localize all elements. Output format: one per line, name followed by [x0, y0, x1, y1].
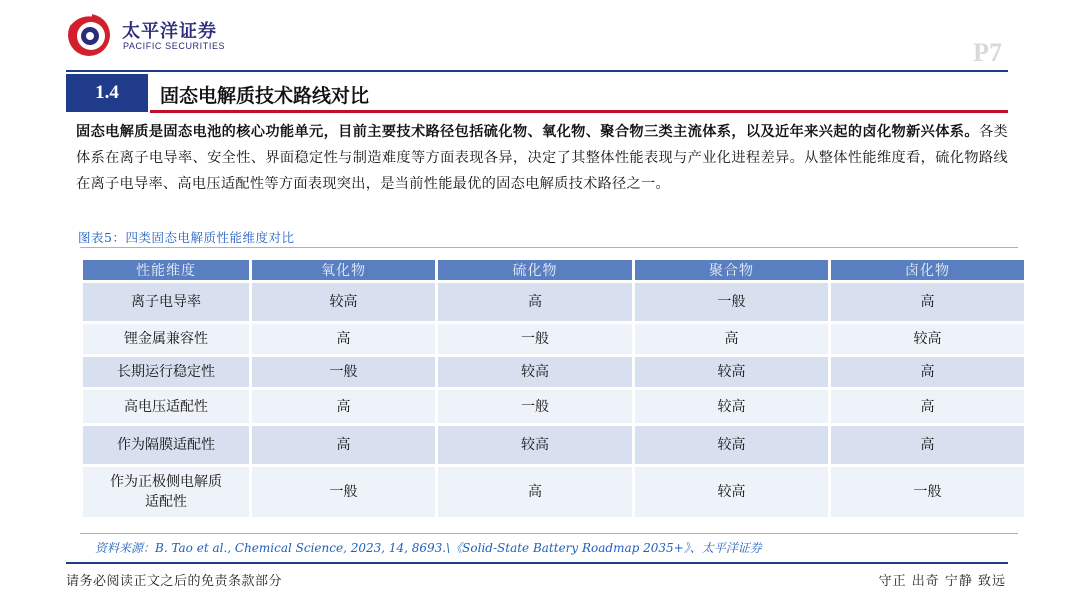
table-header-row — [83, 260, 1024, 280]
caption-divider — [80, 247, 1018, 248]
table-cell-dimension: 长期运行稳定性 — [83, 357, 249, 387]
disclaimer-text: 请务必阅读正文之后的免责条款部分 — [66, 574, 283, 589]
table-cell: 一般 — [438, 390, 632, 423]
table-cell: 高 — [438, 283, 632, 321]
table-cell-dimension: 作为隔膜适配性 — [83, 426, 249, 464]
footer-divider — [66, 562, 1008, 564]
table-cell-dimension: 高电压适配性 — [83, 390, 249, 423]
section-underline — [150, 110, 1008, 113]
table-cell: 较高 — [438, 426, 632, 464]
intro-bold-text: 固态电解质是固态电池的核心功能单元，目前主要技术路径包括硫化物、氧化物、聚合物三类主流体系，以及近年来兴起的卤化物新兴体系。 — [76, 124, 979, 140]
table-cell: 高 — [831, 390, 1024, 423]
table-header-cell: 卤化物 — [831, 260, 1024, 280]
table-cell: 高 — [252, 324, 435, 354]
table-cell: 一般 — [831, 467, 1024, 517]
table-cell: 较高 — [635, 390, 828, 423]
table-cell: 高 — [252, 426, 435, 464]
table-cell: 较高 — [635, 467, 828, 517]
table-row — [83, 426, 1024, 464]
table-cell: 高 — [438, 467, 632, 517]
intro-body-text: 各类体系在离子电导率、安全性、界面稳定性与制造难度等方面表现各异，决定了其整体性能表现与产业化进程差异。从整体性能维度看，硫化物路线在离子电导率、高电压适配性等方面表现突出，是当前性能最优的固态电解质技术路径之一。 — [76, 124, 1008, 192]
table-cell: 一般 — [252, 467, 435, 517]
brand-name-en: PACIFIC SECURITIES — [123, 41, 226, 51]
table-cell: 高 — [831, 283, 1024, 321]
table-cell: 一般 — [252, 357, 435, 387]
brand-name-cn: 太平洋证券 — [122, 21, 217, 42]
table-cell-dimension: 作为正极侧电解质适配性 — [83, 467, 249, 517]
table-cell: 一般 — [635, 283, 828, 321]
table-row — [83, 283, 1024, 321]
table-row — [83, 324, 1024, 354]
section-title: 固态电解质技术路线对比 — [160, 85, 370, 107]
table-row — [83, 357, 1024, 387]
source-note: 资料来源：B. Tao et al., Chemical Science, 2023, 14, 8693.\《Solid-State Battery Roadmap 2035+》、太平洋证券 — [95, 541, 762, 555]
table-header-cell: 聚合物 — [635, 260, 828, 280]
table-cell: 较高 — [635, 357, 828, 387]
intro-paragraph — [76, 119, 1008, 197]
table-header-cell: 硫化物 — [438, 260, 632, 280]
header-divider — [66, 70, 1008, 72]
table-bottom-divider — [80, 533, 1018, 534]
table-cell: 较高 — [635, 426, 828, 464]
table-cell: 高 — [831, 357, 1024, 387]
pacific-securities-logo — [66, 12, 112, 58]
table-cell: 高 — [831, 426, 1024, 464]
table-cell: 高 — [635, 324, 828, 354]
section-number: 1.4 — [66, 74, 148, 112]
table-row — [83, 467, 1024, 517]
table-cell: 较高 — [831, 324, 1024, 354]
table-cell-dimension: 离子电导率 — [83, 283, 249, 321]
comparison-table — [80, 257, 1027, 520]
table-header-cell: 性能维度 — [83, 260, 249, 280]
table-row — [83, 390, 1024, 423]
table-cell: 较高 — [252, 283, 435, 321]
table-cell-dimension: 锂金属兼容性 — [83, 324, 249, 354]
table-cell: 高 — [252, 390, 435, 423]
page-number: P7 — [973, 38, 1002, 67]
company-motto: 守正 出奇 宁静 致远 — [878, 574, 1006, 589]
table-header-cell: 氧化物 — [252, 260, 435, 280]
figure-caption: 图表5：四类固态电解质性能维度对比 — [78, 230, 295, 245]
table-cell: 较高 — [438, 357, 632, 387]
table-cell: 一般 — [438, 324, 632, 354]
